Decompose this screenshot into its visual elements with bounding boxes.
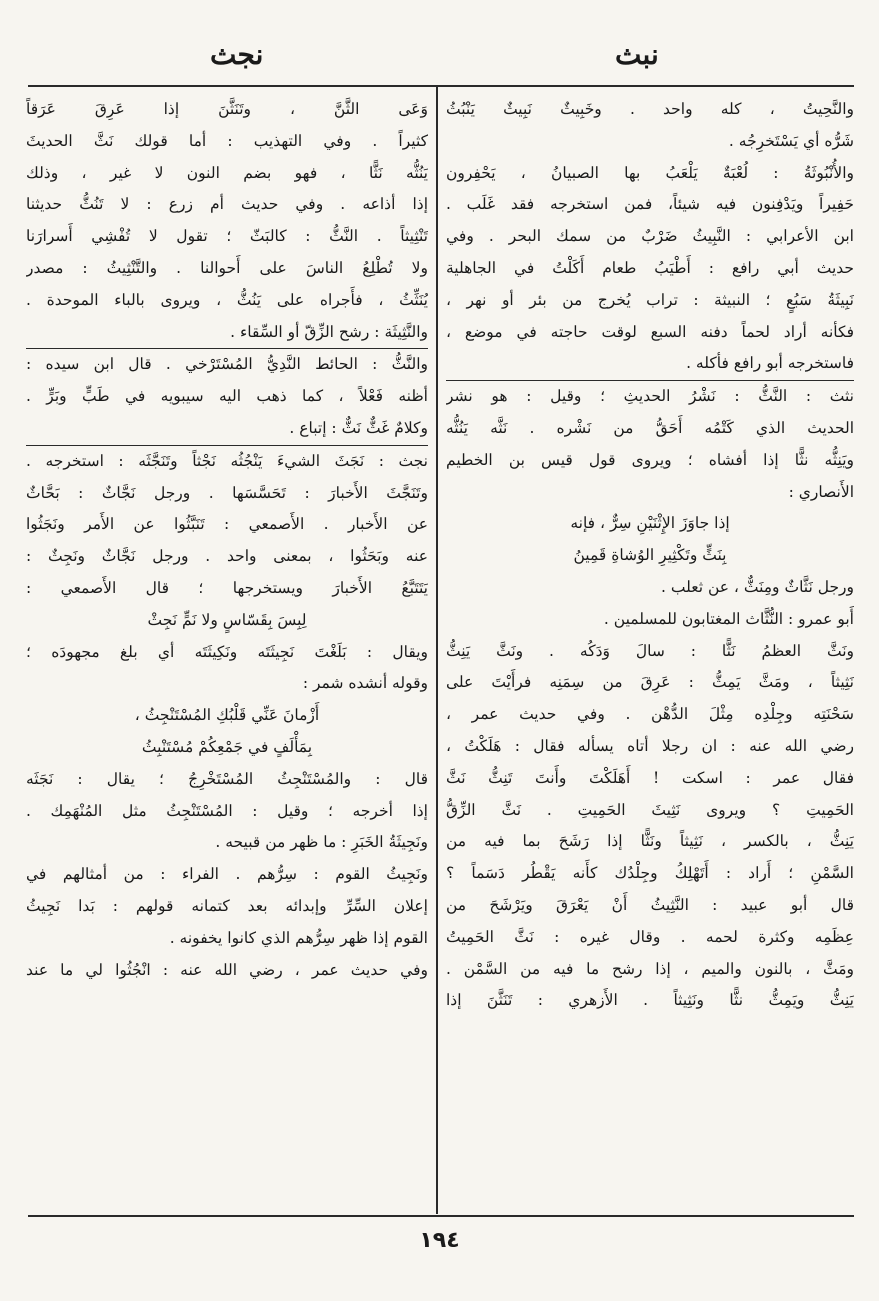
text-line: والنَّثُّ : الحائط النَّدِيُّ المُسْتَرْخي . قال ابن سيده : [26, 355, 428, 374]
left-column [26, 94, 428, 1210]
text-line: فقال عمر : اسكت ! أَهَلَكْتَ وأَنتَ تَنِثُّ نَثَّ [446, 768, 854, 787]
text-line: والنَّحِيتُ ، كله واحد . وخَبِيثٌ نَبِيثٌ يَنْبُثُ [446, 100, 854, 118]
text-line: وفي حديث عمر ، رضي الله عنه : انْجُثُوا لي ما عند [26, 960, 428, 979]
text-line: ويقال : بَلَغْتَ نَجِيثَتَه ونَكِيثَتَه أي بلغ مجهودَه ؛ [26, 642, 428, 661]
right-column [446, 94, 854, 1210]
text-line: نَبِيثَةُ سَبُعٍ ؛ النبيثة : تراب يُخرج من بئر أو نهر ، [446, 290, 854, 309]
verse-line: أَزْمانَ عَنِّي قَلْبُكِ المُسْتَنْجِثُ ، [134, 706, 320, 725]
text-line: يَنُثُّه نَثًّا ، فهو بضم النون لا غير ، وذلك [26, 163, 428, 182]
text-line: قال : والمُسْتَنْجِثُ المُسْتَخْرِجُ ؛ يقال : نَجَثَه [26, 769, 428, 788]
text-line: والنَّثِيثَة : رشح الزِّقّ أو السِّقاء . [230, 322, 428, 341]
text-line: تَنْثِيثاً . النَّثُّ : كالبَثّ ؛ تقول لا تُفْشِي أَسرارَنا [26, 227, 428, 246]
bottom-rule [28, 1215, 854, 1217]
text-line: أَبو عمرو : النُّثَّاث المغتابون للمسلمين . [603, 609, 854, 628]
text-line: يَتَتَبَّعُ الأَخبارَ ويستخرجها ؛ قال الأَصمعي : [26, 578, 428, 597]
text-line: الأَنصاري : [788, 482, 854, 501]
text-line: يَنِثُّ ويَمِثُّ نثًّا ونَثِيثاً . الأَزهري : تَنَثَّنَ إذا [446, 991, 854, 1010]
text-line: عن الأَخبار . الأَصمعي : تَنَبَّثُوا عن الأَمر ونَجَثُوا [26, 515, 428, 534]
text-line: ونَجِيثُ القوم : سِرُّهم . الفراء : من أمثالهم في [26, 865, 428, 884]
verse-line: لِبِسَ بِقَسّاسٍ ولا نَمٍّ نَجِثْ [147, 610, 307, 629]
text-line: الحديث الذي كَتْمُه أَحَقُّ من نَشْره . نَثَّه يَنُثُّه [446, 418, 854, 437]
verse-line: بِمَأْلَفٍ في جَمْعِكُمْ مُسْتَنْبِثُ [141, 737, 313, 756]
text-line: سَحْنَتِه وجِلْدِه مِثْلَ الدُّهْن . وفي حديث عمر ، [446, 705, 854, 724]
text-line: وكلامٌ غَثٌّ نَثٌّ : إتباع . [289, 418, 428, 437]
text-line: الحَمِيتِ ؟ ويروى نَثِيثَ الحَمِيتِ . نَثَّ الزِّقُّ [446, 800, 854, 819]
text-line: إعلان السِّرِّ وإبدائه بعد كتمانه قولهم : بَدا نَجِيثُ [26, 896, 428, 915]
text-line: قال أبو عبيد : النَّثِيثُ أَنْ يَعْرَقَ ويَرْشَحَ من [446, 895, 854, 914]
text-line: ومَثَّ ، بالنون والميم ، إذا رشح ما فيه من السَّمْن . [446, 959, 854, 978]
text-line: حَفِيراً ويَدْفِنون فيه شيئاً، فمن استخرجه فقد غَلَب . [446, 195, 854, 214]
text-line: وتَنَجَّثَ الأَخبارَ : تَحَسَّسَها . ورجل نَجَّاثٌ : بَحَّاثٌ [26, 483, 428, 502]
running-header-right: نبث [615, 38, 659, 71]
page-number: ١٩٤ [419, 1228, 460, 1253]
text-line: يَنِثُّ ، بالكسر ، نَثِيثاً ونَثًّا إذا رَشَحَ بما فيه من [446, 832, 854, 851]
text-line: نَثِيثاً ، ومَثَّ يَمِثُّ : عَرِقَ من سِمَنِه فرأَيْتَ على [446, 673, 854, 692]
running-header-left: نجث [210, 38, 264, 71]
top-rule [28, 85, 854, 87]
text-line: إذا أذاعه . وفي حديث أم زرع : لا تَنُثُّ حديثنا [26, 195, 428, 214]
text-line: ورجل نَثَّاثٌ ومِنَثٌّ ، عن ثعلب . [661, 577, 854, 596]
text-line: فاستخرجه أبو رافع فأكله . [686, 354, 854, 373]
text-line: وقوله أنشده شمر : [302, 674, 428, 693]
text-line: ونَجِيثَةُ الخَبَرِ : ما ظهر من قبيحه . [215, 833, 428, 852]
text-line: القوم إذا ظهر سِرُّهم الذي كانوا يخفونه . [169, 928, 428, 947]
text-line: شَرُّه أي يَسْتَخرِجُه . [728, 131, 854, 150]
text-line: عِظَمِه وكثرة لحمه . وقال غيره : نَثَّ الحَمِيتُ [446, 927, 854, 946]
text-line: وَعَى الثَّنَّ ، وتَنَثَّنَ إذا عَرِقَ عَرَقاً [26, 100, 428, 118]
column-divider [436, 86, 438, 1214]
text-line: إذا أخرجه ؛ وقيل : المُسْتَنْجِثُ مثل المُنْهَمِك . [26, 801, 428, 820]
verse-line: إذا جاوَزَ الإِثْنَيْنِ سِرٌّ ، فإنه [570, 514, 730, 533]
text-line: عنه وبَحَثُوا ، بمعنى واحد . ورجل نَجَّاثٌ ونَجِثٌ : [26, 547, 428, 566]
text-line: والأُنْبُوثَةُ : لُعْبَةٌ يَلْعَبُ بها الصبيانُ ، يَحْفِرون [446, 163, 854, 182]
text-line: رضي الله عنه : ان رجلا أتاه يسأله فقال : هَلَكْتُ ، [446, 736, 854, 755]
text-line: ابن الأعرابي : النَّبِيثُ ضَرْبٌ من سمك البحر . وفي [446, 227, 854, 246]
text-line: فكأنه أراد لحماً دفنه السبع لوقت حاجته في موضع ، [446, 322, 854, 341]
text-line: حديث أبي رافع : أَطْيَبُ طعام أَكَلْتُ في الجاهلية [446, 258, 854, 277]
verse-line: بِنَثٍّ وتَكْثِيرِ الوُشاةِ قَمِينُ [573, 546, 727, 565]
entry-najath-heading-line: نجث : نَجَثَ الشيءَ يَنْجُثُه نَجْثاً وتَنَجَّثَه : استخرجه . [26, 451, 428, 470]
text-line: ويَنِثُّه نثًّا إذا أفشاه ؛ ويروى قول قيس بن الخطيم [446, 450, 854, 469]
text-line: أظنه فَعْلاً ، كما ذهب اليه سيبويه في طَبٍّ وبَرٍّ . [26, 387, 428, 406]
text-line: كثيراً . وفي التهذيب : أما قولك نَثَّ الحديثَ [26, 131, 428, 150]
text-line: يُنَثِّثُ ، فأَجراه على يَنُثُّ ، ويروى بالباء الموحدة . [26, 290, 428, 309]
text-line: ونَثَّ العظمُ نَثًّا : سالَ وَدَكُه . ونَثَّ يَنِثُّ [446, 641, 854, 660]
text-line: ولا تُطْلِعُ الناسَ على أَحوالنا . والتَّنْثِيثُ : مصدر [26, 258, 428, 277]
entry-nathth-heading-line: نثث : النَّثُّ : نَشْرُ الحديثِ ؛ وقيل : هو نشر [446, 387, 854, 406]
text-line: السَّمْنِ ؛ أَراد : أَتَهْلِكُ وجِلْدُك كأَنه يَقْطُر دَسَماً ؟ [446, 864, 854, 883]
